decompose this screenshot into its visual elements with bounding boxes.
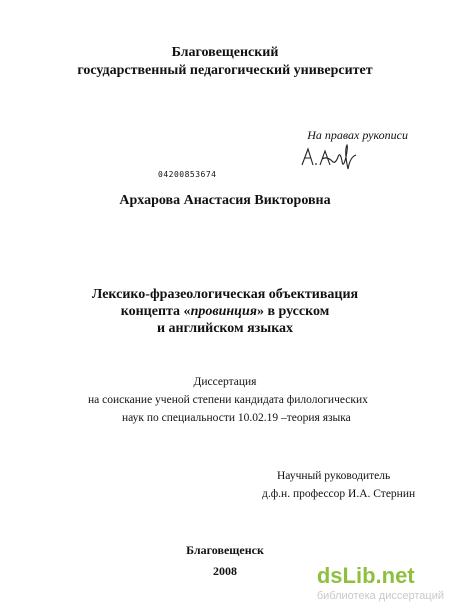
- supervisor-label: Научный руководитель: [277, 470, 391, 482]
- title-line3: и английском языках: [156, 321, 294, 336]
- city: Благовещенск: [186, 543, 264, 557]
- university-name-line2: государственный педагогический университет: [77, 63, 373, 78]
- year: 2008: [213, 564, 237, 578]
- degree-line1: на соискание ученой степени кандидата филологических: [88, 394, 368, 406]
- degree-line2: наук по специальности 10.02.19 –теория языка: [122, 412, 351, 424]
- author-signature: [300, 143, 360, 176]
- watermark-subtitle: библиотека диссертаций: [316, 590, 444, 602]
- author-name: Архарова Анастасия Викторовна: [119, 193, 331, 208]
- title-line2-pre: концепта «: [120, 304, 191, 319]
- document-type: Диссертация: [193, 376, 257, 388]
- manuscript-rights-note: На правах рукописи: [307, 128, 408, 142]
- university-name-line1: Благовещенский: [171, 45, 279, 60]
- watermark: [317, 563, 444, 602]
- title-line2-post: » в русском: [256, 304, 330, 319]
- title-line1: Лексико-фразеологическая объективация: [91, 287, 359, 302]
- document-code: 04200853674: [158, 170, 217, 179]
- title-keyword: провинция: [190, 304, 257, 319]
- watermark-logo: dsLib.net: [316, 563, 415, 588]
- title-line2: [0, 303, 450, 320]
- supervisor-name: д.ф.н. профессор И.А. Стернин: [262, 488, 416, 500]
